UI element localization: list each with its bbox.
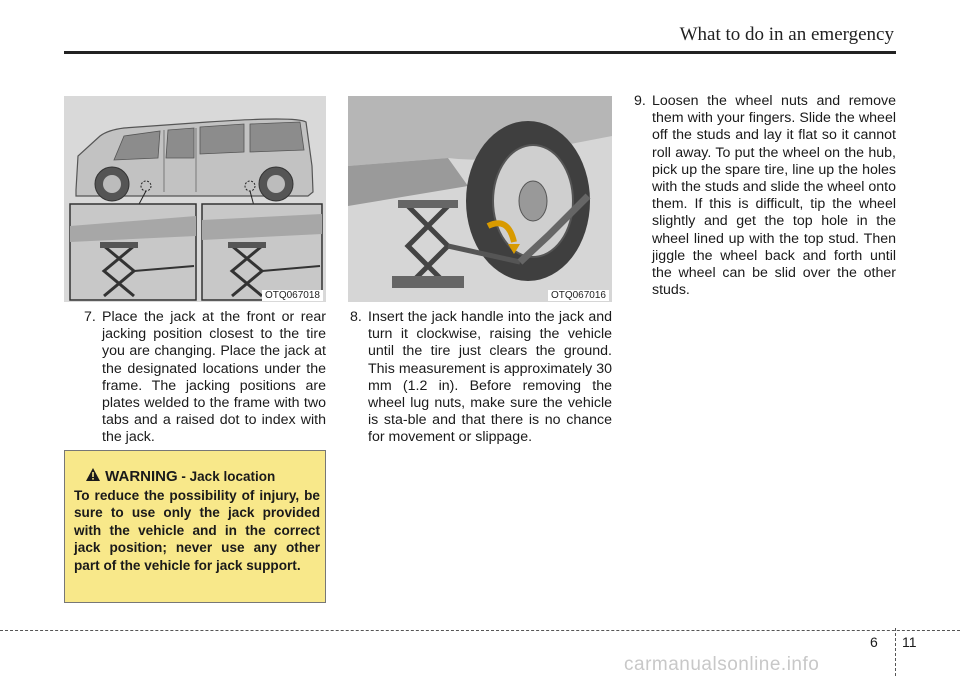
page-number: 11: [902, 634, 917, 650]
jack-handle-illustration: [348, 96, 612, 302]
van-jack-illustration: [64, 96, 326, 302]
step-text: Place the jack at the front or rear jacking position closest to the tire you are changing. Place the jack at the designated locations under the frame. The jacking positions are plates welded to the frame with two tabs and a raised dot to index with the jack.: [102, 309, 326, 446]
warning-subtitle: - Jack location: [177, 469, 276, 484]
step-text: Insert the jack handle into the jack and turn it clockwise, raising the vehicle until the tire just clears the ground. This measurement is approximately 30 mm (1.2 in). Before removing the wheel lug nuts, make sure the vehicle is sta-ble and that there is no chance for movement or slippage.: [368, 309, 612, 446]
figure-jacking-positions: [64, 96, 326, 302]
step-text: Loosen the wheel nuts and remove them with your fingers. Slide the wheel off the studs and lay it flat so it cannot roll away. To put the wheel on the hub, pick up the spare tire, line up the holes with the studs and slide the wheel onto them. If this is difficult, tip the wheel slightly and get the top hole in the wheel lined up with the top stud. Then jiggle the wheel back and forth until the wheel can be slid over the other studs.: [652, 93, 896, 299]
step-number: 7.: [84, 309, 96, 325]
step-number: 9.: [634, 93, 646, 109]
figure-caption: OTQ067016: [548, 290, 609, 301]
footer-rule: [0, 630, 960, 631]
step-9: [634, 93, 896, 299]
warning-body: To reduce the possibility of injury, be sure to use only the jack provided with the vehicle and in the correct jack position; never use any other part of the vehicle for jack support.: [74, 488, 320, 573]
step-8: [350, 309, 612, 447]
figure-caption: OTQ067018: [262, 290, 323, 301]
warning-triangle-icon: [85, 467, 101, 482]
warning-box: [64, 450, 326, 603]
page-header-title: What to do in an emergency: [679, 24, 894, 45]
warning-label: WARNING: [105, 468, 178, 485]
figure-jack-handle: [348, 96, 612, 302]
watermark: carmanualsonline.info: [624, 654, 820, 675]
step-number: 8.: [350, 309, 362, 325]
header-rule: [64, 51, 896, 54]
step-7: [84, 309, 326, 447]
warning-heading: [85, 467, 275, 485]
section-number: 6: [870, 634, 878, 650]
page-separator: [895, 628, 896, 676]
